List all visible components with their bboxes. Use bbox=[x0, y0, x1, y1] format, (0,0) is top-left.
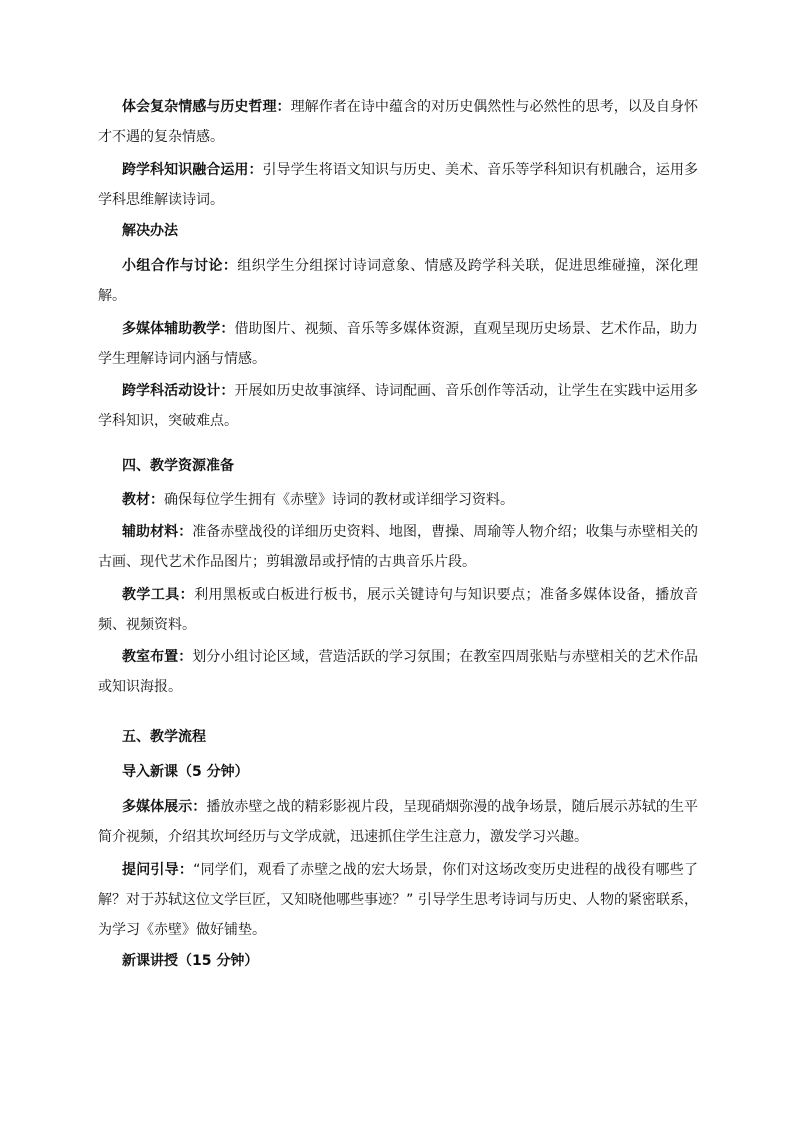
paragraph-text: 划分小组讨论区域，营造活跃的学习氛围；在教室四周张贴与赤壁相关的艺术作品或知识海报。 bbox=[98, 649, 698, 695]
paragraph-label: 小组合作与讨论： bbox=[122, 258, 238, 274]
paragraph-label: 体会复杂情感与历史哲理： bbox=[122, 99, 291, 115]
heading-solutions: 解决办法 bbox=[122, 223, 178, 239]
paragraph-tools bbox=[98, 580, 698, 640]
paragraph-textbook bbox=[98, 485, 698, 515]
paragraph-text: 理解作者在诗中蕴含的对历史偶然性与必然性的思考，以及自身怀才不遇的复杂情感。 bbox=[98, 99, 699, 145]
paragraph-text: 借助图片、视频、音乐等多媒体资源，直观呈现历史场景、艺术作品，助力学生理解诗词内涵与情感。 bbox=[98, 321, 699, 367]
paragraph-text: 组织学生分组探讨诗词意象、情感及跨学科关联，促进思维碰撞，深化理解。 bbox=[98, 258, 699, 304]
heading-process: 五、教学流程 bbox=[122, 729, 206, 745]
paragraph-text: 引导学生将语文知识与历史、美术、音乐等学科知识有机融合，运用多学科思维解读诗词。 bbox=[98, 162, 698, 208]
paragraph-materials bbox=[98, 517, 698, 577]
paragraph-question-guide bbox=[98, 855, 698, 945]
paragraph-label: 多媒体展示： bbox=[122, 799, 207, 815]
paragraph-label: 跨学科活动设计： bbox=[122, 383, 235, 399]
paragraph-text: 准备赤壁战役的详细历史资料、地图，曹操、周瑜等人物介绍；收集与赤壁相关的古画、现代艺术作品图片；剪辑激昂或抒情的古典音乐片段。 bbox=[98, 524, 698, 570]
paragraph-multimedia bbox=[98, 314, 698, 374]
paragraph-text: 确保每位学生拥有《赤壁》诗词的教材或详细学习资料。 bbox=[164, 492, 514, 508]
paragraph-text: “同学们，观看了赤壁之战的宏大场景，你们对这场改变历史进程的战役有哪些了解？对于苏轼这位文学巨匠，又知晓他哪些事迹？” 引导学生思考诗词与历史、人物的紧密联系，为学习《赤壁》做好铺垫。 bbox=[98, 862, 698, 938]
paragraph-label: 跨学科知识融合运用： bbox=[122, 162, 263, 178]
paragraph-label: 教室布置： bbox=[122, 649, 193, 665]
heading-new-lesson: 新课讲授（15 分钟） bbox=[122, 953, 259, 969]
paragraph-text: 开展如历史故事演绎、诗词配画、音乐创作等活动，让学生在实践中运用多学科知识，突破难点。 bbox=[98, 383, 699, 429]
paragraph-classroom bbox=[98, 642, 698, 702]
paragraph-text: 利用黑板或白板进行板书，展示关键诗句与知识要点；准备多媒体设备，播放音频、视频资料。 bbox=[98, 587, 699, 633]
paragraph-emotion-philosophy bbox=[98, 92, 698, 152]
heading-resources: 四、教学资源准备 bbox=[122, 458, 234, 474]
heading-intro: 导入新课（5 分钟） bbox=[122, 764, 249, 780]
paragraph-text: 播放赤壁之战的精彩影视片段，呈现硝烟弥漫的战争场景，随后展示苏轼的生平简介视频，介绍其坎坷经历与文学成就，迅速抓住学生注意力，激发学习兴趣。 bbox=[98, 799, 699, 845]
paragraph-group-discussion bbox=[98, 251, 698, 311]
paragraph-label: 辅助材料： bbox=[122, 524, 193, 540]
paragraph-activity-design bbox=[98, 376, 698, 436]
paragraph-label: 教材： bbox=[122, 492, 164, 508]
paragraph-label: 教学工具： bbox=[122, 587, 195, 603]
paragraph-label: 多媒体辅助教学： bbox=[122, 321, 235, 337]
paragraph-label: 提问引导： bbox=[122, 862, 194, 878]
paragraph-interdisciplinary bbox=[98, 155, 698, 215]
paragraph-multimedia-show bbox=[98, 792, 698, 852]
